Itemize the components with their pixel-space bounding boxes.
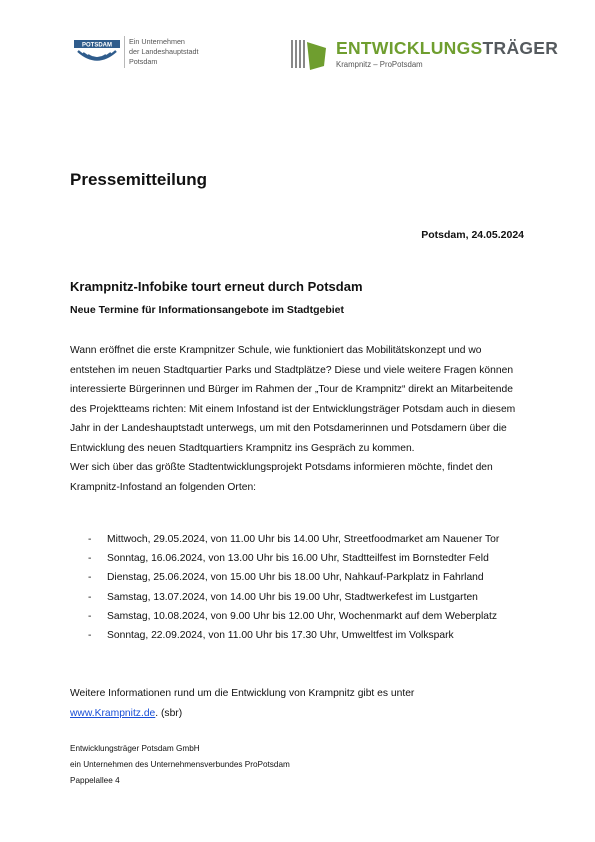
logo-line-3: Potsdam [129,57,158,66]
entwicklungstraeger-emblem-icon [290,36,330,76]
list-item [88,568,528,587]
brand-name [336,38,558,59]
outro-paragraph [70,684,530,723]
potsdam-logo [72,34,212,74]
brand-part-1: ENTWICKLUNGS [336,38,483,58]
list-marker: - [88,630,92,642]
list-marker: - [88,591,92,603]
list-item [88,607,528,626]
headline: Krampnitz-Infobike tourt erneut durch Potsdam [70,279,363,294]
list-item [88,530,528,549]
event-text: Sonntag, 22.09.2024, von 11.00 Uhr bis 17.30 Uhr, Umweltfest im Volkspark [107,630,454,642]
subheadline: Neue Termine für Informationsangebote im Stadtgebiet [70,304,345,316]
list-item [88,626,528,645]
potsdam-emblem-icon [72,34,122,70]
brand-part-2: TRÄGER [482,38,559,58]
event-text: Samstag, 10.08.2024, von 9.00 Uhr bis 12.00 Uhr, Wochenmarkt auf dem Weberplatz [107,610,497,622]
potsdam-logo-text [129,37,199,67]
event-list [88,530,528,645]
logo-line-1: Ein Unternehmen [129,37,185,46]
event-text: Sonntag, 16.06.2024, von 13.00 Uhr bis 16.00 Uhr, Stadtteilfest im Bornstedter Feld [107,553,489,565]
logo-line-2: der Landeshauptstadt [129,47,199,56]
outro-suffix: . (sbr) [155,707,183,719]
list-marker: - [88,534,92,545]
list-item [88,549,528,568]
footer-line-1: Entwicklungsträger Potsdam GmbH [70,744,200,753]
entwicklungstraeger-logo [290,34,559,76]
footer-line-3: Pappelallee 4 [70,776,120,786]
outro-text: Weitere Informationen rund um die Entwicklung von Krampnitz gibt es unter [70,688,415,699]
footer-line-2: ein Unternehmen des Unternehmensverbundes ProPotsdam [70,760,290,770]
list-item [88,588,528,607]
document-type-title: Pressemitteilung [70,170,207,189]
list-marker: - [88,572,92,584]
list-marker: - [88,610,92,622]
potsdam-wordmark: POTSDAM [82,42,112,49]
footer-address [70,741,290,790]
brand-subtitle: Krampnitz – ProPotsdam [336,60,423,69]
logo-divider [124,36,125,68]
paragraph-intro: Wann eröffnet die erste Krampnitzer Schule, wie funktioniert das Mobilitätskonzept und wo entstehen im neuen Stadtquartier Parks und Stadtplätze? Diese und viele weitere Fragen können interessierte Bürgerinnen und Bürger im Rahmen der „Tour de Krampnitz“ direkt an Mitarbeitende des Projektteams richten: Mit einem Infostand ist der Entwicklungsträger Potsdam auch in diesem Jahr in der Landeshauptstadt unterwegs, um mit den Potsdamerinnen und Potsdamern über die Entwicklung des neuen Stadtquartiers Krampnitz ins Gespräch zu kommen. [70,345,516,454]
list-marker: - [88,553,92,565]
event-text: Samstag, 13.07.2024, von 14.00 Uhr bis 19.00 Uhr, Stadtwerkefest im Lustgarten [107,591,478,603]
krampnitz-website-link[interactable]: www.Krampnitz.de [70,707,156,719]
event-text: Dienstag, 25.06.2024, von 15.00 Uhr bis 18.00 Uhr, Nahkauf-Parkplatz in Fahrland [107,572,484,584]
paragraph-locations: Wer sich über das größte Stadtentwicklungsprojekt Potsdams informieren möchte, findet den Krampnitz-Infostand an folgenden Orten: [70,462,493,493]
event-text: Mittwoch, 29.05.2024, von 11.00 Uhr bis 14.00 Uhr, Streetfoodmarket am Nauener Tor [107,534,500,545]
body-text [70,341,526,497]
press-date: Potsdam, 24.05.2024 [421,229,524,241]
